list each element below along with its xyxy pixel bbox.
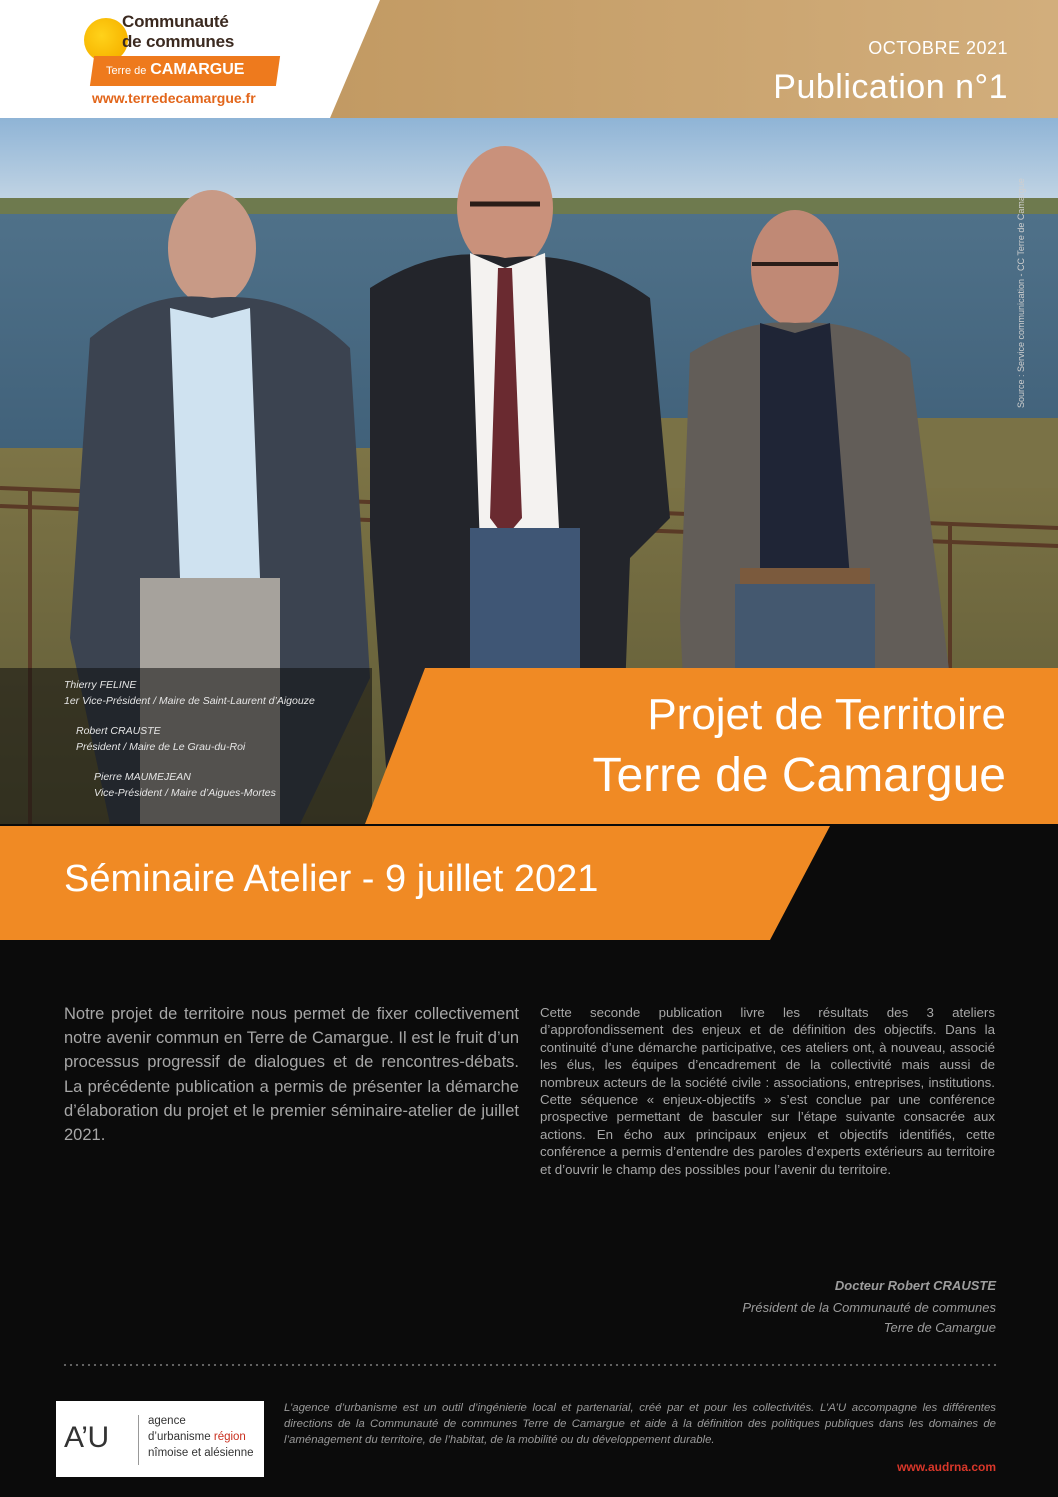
signature-role-1: Président de la Communauté de communes [742,1300,996,1315]
caption-name-1: Thierry FELINE [64,679,137,691]
dotted-divider [62,1364,998,1366]
caption-name-2: Robert CRAUSTE [76,725,161,737]
footer-agency-description: L’agence d’urbanisme est un outil d’ingénierie local et partenarial, créé par et pour les collectivités. L’A’U accompagne les différentes directions de la Communauté de communes Terre de Camargue et aide à la définition des politiques publiques dans les domaines de l’aménagement du territoire, de l’habitat, de la mobilité ou du développement durable. [284,1402,996,1446]
au-logo-line-3: nîmoise et alésienne [148,1447,254,1459]
au-logo-line-1: agence [148,1415,186,1427]
logo-banner-big: CAMARGUE [150,61,245,78]
logo-line-2: de communes [122,32,235,51]
second-paragraph: Cette seconde publication livre les résultats des 3 ateliers d’approfondissement des enjeux et de définition des objectifs. Dans la continuité d’une démarche participative, ces ateliers ont, à nouveau, associé les élus, les équipes d’encadrement de la collectivité mais aussi de nombreux acteurs de la société civile : associations, entreprises, institutions. Cette séquence « enjeux-objectifs » s’est conclue par une conférence prospective permettant de basculer sur l’étape suivante consacrée aux actions. En écho aux principaux enjeux et objectifs identifiés, cette conférence a permis d’entendre des paroles d’experts extérieurs au territoire et d’ouvrir le champ des possibles pour l’avenir du territoire. [540,1005,995,1177]
cc-terre-de-camargue-logo[interactable] [82,10,382,110]
au-logo-line-2 [148,1431,246,1443]
logo-url-link[interactable]: www.terredecamargue.fr [92,90,256,106]
publication-number: Publication n°1 [773,68,1008,106]
footer-url-link[interactable]: www.audrna.com [897,1460,996,1474]
photo-credit: Source : Service communication - CC Terre de Camargue [1016,178,1026,408]
au-logo-mark: A’U [64,1421,109,1454]
signature-name: Docteur Robert CRAUSTE [834,1278,996,1293]
seminar-title: Séminaire Atelier - 9 juillet 2021 [64,858,599,900]
caption-name-3: Pierre MAUMEJEAN [94,771,191,783]
logo-banner-small: Terre de [106,65,147,77]
au-logo-line-2a: d’urbanisme [148,1431,211,1443]
au-agency-logo[interactable] [56,1401,264,1477]
publication-date: OCTOBRE 2021 [868,38,1008,58]
au-logo-divider [138,1415,139,1465]
page-header [0,0,1058,118]
signature-role-2: Terre de Camargue [883,1320,996,1335]
logo-banner-text [106,61,244,79]
caption-role-1: 1er Vice-Président / Maire de Saint-Laurent d’Aigouze [64,695,315,707]
au-logo-line-2b: région [213,1431,246,1443]
project-title-line-1: Projet de Territoire [647,690,1006,739]
caption-role-3: Vice-Président / Maire d’Aigues-Mortes [94,787,276,799]
logo-line-1: Communauté [122,12,229,31]
intro-paragraph: Notre projet de territoire nous permet de fixer collectivement notre avenir commun en Terre de Camargue. Il est le fruit d’un processus progressif de dialogues et de rencontres-débats. La précédente publication a permis de présenter la démarche d’élaboration du projet et le premier séminaire-atelier de juillet 2021. [64,1005,519,1145]
caption-role-2: Président / Maire de Le Grau-du-Roi [76,741,246,753]
project-title-line-2: Terre de Camargue [592,749,1006,802]
